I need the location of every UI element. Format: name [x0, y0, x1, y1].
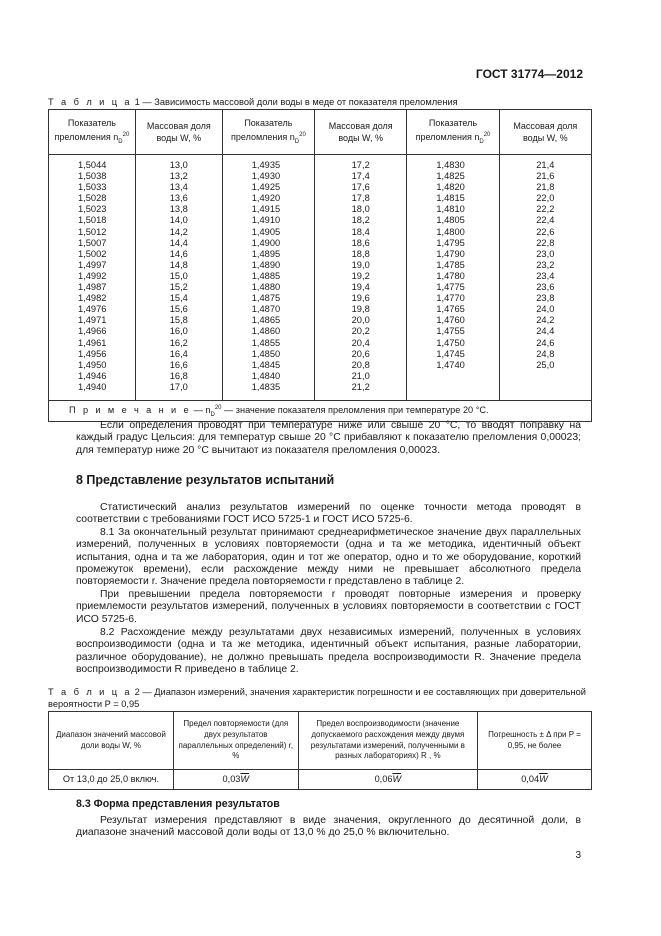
table-cell: 1,5007	[78, 237, 107, 248]
table-cell: 22,2	[536, 204, 555, 215]
table-cell: 14,8	[169, 259, 188, 270]
column-index-3	[407, 155, 499, 401]
table-cell: 17,8	[351, 193, 370, 204]
table-cell: 1,4925	[251, 182, 281, 193]
table-cell: 13,0	[169, 160, 188, 170]
table-cell: 15,8	[169, 315, 188, 326]
table-cell: 1,4820	[436, 182, 465, 193]
table-cell: 1,4795	[436, 237, 465, 248]
table1-note: П р и м е ч а н и е — $n_D^{20}$ — значение показателя преломления при температуре 20 °С.	[49, 401, 592, 422]
table-cell: 1,4860	[251, 326, 281, 337]
table-cell: 1,4830	[436, 160, 465, 170]
table-cell: 21,4	[536, 160, 555, 170]
table2-caption-label: Т а б л и ц а	[48, 687, 132, 697]
header-mass-3: Массовая доля воды W, %	[499, 110, 591, 155]
table-cell: 22,6	[536, 226, 555, 237]
table-cell: 1,4987	[78, 282, 107, 293]
table-cell: 1,4835	[251, 381, 281, 392]
table-cell: 1,4982	[78, 293, 107, 304]
table-cell: 20,2	[351, 326, 370, 337]
column-index-2	[222, 155, 314, 401]
table-cell: 1,4890	[251, 259, 281, 270]
table-cell: 18,4	[351, 226, 370, 237]
temperature-paragraph: Если определения проводят при температуре ниже или свыше 20 °С, то вводят поправку на каждый градус Цельсия: для температур свыше 20 °С прибавляют к показателю преломления 0,00023; для температур ниже 20 °С вычитают из показателя преломления 0,00023.	[76, 420, 581, 456]
refraction-table	[48, 109, 592, 422]
table-cell: 16,8	[169, 370, 188, 381]
table-cell: 22,0	[536, 193, 555, 204]
table-cell: 1,4850	[251, 348, 281, 359]
cell-error: $0,04\overline{W}$	[477, 770, 591, 790]
section-8-heading: 8 Представление результатов испытаний	[76, 473, 335, 487]
table-cell: 22,8	[536, 237, 555, 248]
table-cell: 15,2	[169, 282, 188, 293]
table-cell: 19,4	[351, 282, 370, 293]
table-cell: 1,4865	[251, 315, 281, 326]
table-cell: 20,0	[351, 315, 370, 326]
header-range: Диапазон значений массовой доли воды W, %	[49, 712, 174, 770]
table-cell: 16,6	[169, 359, 188, 370]
table-cell: 1,5028	[78, 193, 107, 204]
table-cell: 24,6	[536, 337, 555, 348]
table-cell: 13,8	[169, 204, 188, 215]
table-cell: 13,2	[169, 171, 188, 182]
table-cell: 1,4992	[78, 270, 107, 281]
table-cell: 1,4997	[78, 259, 107, 270]
table-cell: 1,4915	[251, 204, 281, 215]
cell-repeatability: $0,03\overline{W}$	[173, 770, 298, 790]
table-cell: 21,0	[351, 370, 370, 381]
paragraph-8-3: Результат измерения представляют в виде значения, округленного до десятичной доли, в диапазоне значений массовой доли воды от 13,0 % до 25,0 % включительно.	[76, 815, 581, 839]
precision-table	[48, 711, 592, 790]
cell-reproducibility: $0,06\overline{W}$	[298, 770, 477, 790]
header-mass-2: Массовая доля воды W, %	[315, 110, 407, 155]
table-cell: 1,5038	[78, 171, 107, 182]
table-cell: 1,5018	[78, 215, 107, 226]
header-repeatability: Предел повторяемости (для двух результатов параллельных определений) r, %	[173, 712, 298, 770]
table-cell: 21,6	[536, 171, 555, 182]
table-cell: 23,0	[536, 248, 555, 259]
table-cell: 13,6	[169, 193, 188, 204]
table-cell: 23,2	[536, 259, 555, 270]
table-cell: 1,4855	[251, 337, 281, 348]
table-cell: 1,4940	[78, 381, 107, 392]
table-cell: 1,4895	[251, 248, 281, 259]
table-cell: 1,4905	[251, 226, 281, 237]
header-index-2: Показатель преломления $n_D^{20}$	[222, 110, 314, 155]
table-cell: 1,4770	[436, 293, 465, 304]
table1-caption-text: 1 — Зависимость массовой доли воды в меде от показателя преломления	[132, 97, 458, 107]
table1-caption-label: Т а б л и ц а	[48, 97, 132, 107]
table-cell: 19,2	[351, 270, 370, 281]
table-cell: 1,4870	[251, 304, 281, 315]
table-cell: 1,4950	[78, 359, 107, 370]
table-cell: 1,4956	[78, 348, 107, 359]
table-cell: 23,8	[536, 293, 555, 304]
standard-number: ГОСТ 31774—2012	[475, 67, 583, 81]
table-cell: 1,4910	[251, 215, 281, 226]
table-cell: 15,0	[169, 270, 188, 281]
table2-caption-text: 2 — Диапазон измерений, значения характеристик погрешности и ее составляющих при доверительной вероятности P = 0,95	[48, 687, 586, 709]
table-cell: 24,8	[536, 348, 555, 359]
page-number: 3	[575, 850, 581, 861]
table2-caption	[48, 686, 588, 710]
header-reproducibility: Предел воспроизводимости (значение допускаемого расхождения между двумя результатами измерений, полученными в разных лабораториях) R , %	[298, 712, 477, 770]
table-cell: 1,4755	[436, 326, 465, 337]
table-cell: 18,8	[351, 248, 370, 259]
table-cell: 1,4845	[251, 359, 281, 370]
table-cell: 15,6	[169, 304, 188, 315]
header-index-3: Показатель преломления $n_D^{20}$	[407, 110, 499, 155]
table-cell: 19,8	[351, 304, 370, 315]
table-cell: 16,2	[169, 337, 188, 348]
table-cell: 1,4815	[436, 193, 465, 204]
table-cell: 1,4875	[251, 293, 281, 304]
column-mass-1	[135, 155, 222, 401]
table-cell: 21,8	[536, 182, 555, 193]
table-cell: 18,6	[351, 237, 370, 248]
table-cell: 1,4810	[436, 204, 465, 215]
table-cell: 17,6	[351, 182, 370, 193]
table-cell: 1,4900	[251, 237, 281, 248]
table-cell: 14,4	[169, 237, 188, 248]
table-cell: 19,0	[351, 259, 370, 270]
column-mass-2	[315, 155, 407, 401]
column-index-1	[49, 155, 136, 401]
table-cell: 20,6	[351, 348, 370, 359]
table-cell: 21,2	[351, 381, 370, 392]
table-cell: 1,4966	[78, 326, 107, 337]
table-cell: 1,4785	[436, 259, 465, 270]
header-mass-1: Массовая доля воды W, %	[135, 110, 222, 155]
paragraph-8-1: 8.1 За окончательный результат принимают среднеарифметическое значение двух параллельных измерений, полученных в условиях повторяемости (одна и та же методика, идентичный объект испытания, одна и та же лаборатория, один и тот же оператор, одно и то же оборудование, короткий промежуток времени), если расхождение между ними не превышает абсолютного предела повторяемости r. Значение предела повторяемости r представлено в таблице 2.	[76, 527, 581, 588]
table-cell: 1,4750	[436, 337, 465, 348]
cell-range: От 13,0 до 25,0 включ.	[49, 770, 174, 790]
table-cell: 1,4765	[436, 304, 465, 315]
table-cell: 17,0	[169, 381, 188, 392]
table-cell: 24,4	[536, 326, 555, 337]
table-cell: 1,5002	[78, 248, 107, 259]
table-cell: 1,4976	[78, 304, 107, 315]
table-cell: 14,0	[169, 215, 188, 226]
table-cell: 1,5033	[78, 182, 107, 193]
table-cell: 17,2	[351, 160, 370, 170]
table-cell: 25,0	[536, 359, 555, 370]
table-cell: 1,4946	[78, 370, 107, 381]
table-cell: 19,6	[351, 293, 370, 304]
table-cell: 1,4885	[251, 270, 281, 281]
table-cell: 1,4775	[436, 282, 465, 293]
table-cell: 1,4971	[78, 315, 107, 326]
table-cell: 1,4740	[436, 359, 465, 370]
table-cell: 22,4	[536, 215, 555, 226]
table-cell: 14,2	[169, 226, 188, 237]
table-cell: 1,4780	[436, 270, 465, 281]
table-cell: 20,8	[351, 359, 370, 370]
table1-caption	[48, 96, 588, 108]
section-8-3-heading: 8.3 Форма представления результатов	[76, 798, 280, 810]
table-cell: 23,4	[536, 270, 555, 281]
table-cell: 15,4	[169, 293, 188, 304]
table-cell: 1,4930	[251, 171, 281, 182]
table-cell: 1,4805	[436, 215, 465, 226]
header-error: Погрешность ± Δ при P = 0,95, не более	[477, 712, 591, 770]
paragraph-8-1b: При превышении предела повторяемости r проводят повторные измерения и проверку приемлемости результатов измерений, полученных в условиях повторяемости в соответствии с ГОСТ ИСО 5725-6.	[76, 589, 581, 625]
table-cell: 23,6	[536, 282, 555, 293]
statistics-paragraph: Статистический анализ результатов измерений по оценке точности метода проводят в соответствии с требованиями ГОСТ ИСО 5725-1 и ГОСТ ИСО 5725-6.	[76, 502, 581, 526]
table-cell: 1,4880	[251, 282, 281, 293]
table-cell: 13,4	[169, 182, 188, 193]
table-cell: 17,4	[351, 171, 370, 182]
table-cell: 1,4935	[251, 160, 281, 170]
table-cell: 1,4800	[436, 226, 465, 237]
table-cell: 1,5044	[78, 160, 107, 170]
table-cell: 18,0	[351, 204, 370, 215]
table-cell: 24,0	[536, 304, 555, 315]
table-cell: 24,2	[536, 315, 555, 326]
table-cell: 1,4961	[78, 337, 107, 348]
table-cell: 1,4790	[436, 248, 465, 259]
table-cell: 18,2	[351, 215, 370, 226]
column-mass-3	[499, 155, 591, 401]
table-cell: 1,5023	[78, 204, 107, 215]
table-cell: 1,5012	[78, 226, 107, 237]
paragraph-8-2: 8.2 Расхождение между результатами двух независимых измерений, полученных в условиях воспроизводимости (одна и та же методика, идентичный объект испытания, разные лаборатории, различное оборудование), не должно превышать предела воспроизводимости R. Значение предела воспроизводимости R приведено в таблице 2.	[76, 627, 581, 675]
table-cell: 1,4760	[436, 315, 465, 326]
table-cell: 16,0	[169, 326, 188, 337]
table-cell: 14,6	[169, 248, 188, 259]
table-cell: 1,4920	[251, 193, 281, 204]
table-cell: 1,4840	[251, 370, 281, 381]
table-cell: 20,4	[351, 337, 370, 348]
header-index-1: Показатель преломления $n_D^{20}$	[49, 110, 136, 155]
table-cell: 1,4825	[436, 171, 465, 182]
table-cell: 16,4	[169, 348, 188, 359]
table-cell: 1,4745	[436, 348, 465, 359]
